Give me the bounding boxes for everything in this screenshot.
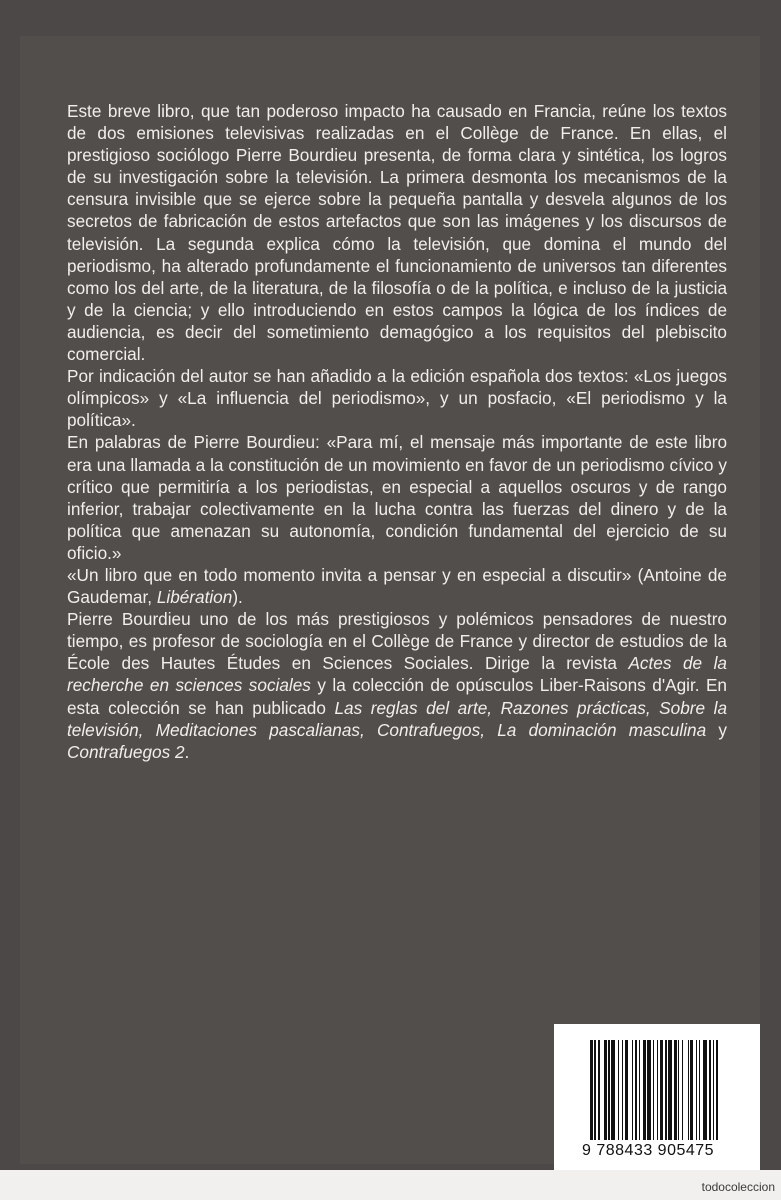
author-bio bbox=[67, 608, 727, 763]
barcode-digits: 9 788433 905475 bbox=[582, 1142, 715, 1159]
bio-part-1: Pierre Bourdieu uno de los más prestigiosos y polémicos pensadores de nuestro tiempo, es profesor de sociología en el Collège de France y director de estudios de la École des Hautes Études en Sciences Sociales. Dirige la revista bbox=[67, 609, 727, 674]
bio-end: . bbox=[184, 741, 190, 762]
watermark: todocoleccion bbox=[701, 1180, 775, 1194]
blurb-paragraph-1: Este breve libro, que tan poderoso impacto ha causado en Francia, reúne los textos de dos emisiones televisivas realizadas en el Collège de France. En ellas, el prestigioso sociólogo Pierre Bourdieu presenta, de forma clara y sintética, los logros de su investigación sobre la televisión. La primera desmonta los mecanismos de la censura invisible que se ejerce sobre la pequeña pantalla y desvela algunos de los secretos de fabricación de estos artefactos que son las imágenes y los discursos de televisión. La segunda explica cómo la televisión, que domina el mundo del periodismo, ha alterado profundamente el funcionamiento de universos tan diferentes como los del arte, de la literatura, de la filosofía o de la política, e incluso de la justicia y de la ciencia; y ello introduciendo en estos campos la lógica de los índices de audiencia, es decir del sometimiento demagógico a los requisitos del plebiscito comercial. bbox=[67, 101, 727, 365]
collection-titles: Las reglas del arte, Razones prácticas, Sobre la televisión, Meditaciones pascalianas, Contrafuegos, La dominación masculina bbox=[67, 697, 728, 740]
quote-close: ). bbox=[232, 587, 243, 608]
journal-title: Actes de la recherche en sciences sociales bbox=[67, 653, 727, 696]
review-quote bbox=[67, 564, 727, 608]
barcode-gap bbox=[718, 1040, 721, 1140]
blurb-paragraph-3: En palabras de Pierre Bourdieu: «Para mí, el mensaje más importante de este libro era una llamada a la constitución de un movimiento en favor de un periodismo cívico y crítico que permitiría a los periodistas, en especial a aquellos oscuros y de rango inferior, trabajar colectivamente en la lucha contra las fuerzas del dinero y de la política que amenazan su autonomía, condición fundamental del ejercicio de su oficio.» bbox=[67, 432, 727, 563]
blurb-text bbox=[67, 100, 727, 763]
bio-part-2: y la colección de opúsculos Liber-Raisons d'Agir. En esta colección se han publicado bbox=[67, 675, 727, 718]
quote-source: Libération bbox=[156, 587, 233, 608]
quote-text: «Un libro que en todo momento invita a pensar y en especial a discutir» (Antoine de Gaudemar, bbox=[67, 564, 727, 608]
last-title: Contrafuegos 2 bbox=[67, 741, 185, 762]
bio-and: y bbox=[706, 719, 727, 740]
barcode-label bbox=[554, 1024, 760, 1170]
barcode-icon bbox=[590, 1040, 755, 1140]
blurb-paragraph-2: Por indicación del autor se han añadido a la edición española dos textos: «Los juegos olímpicos» y «La influencia del periodismo», y un posfacio, «El periodismo y la política». bbox=[67, 366, 727, 431]
